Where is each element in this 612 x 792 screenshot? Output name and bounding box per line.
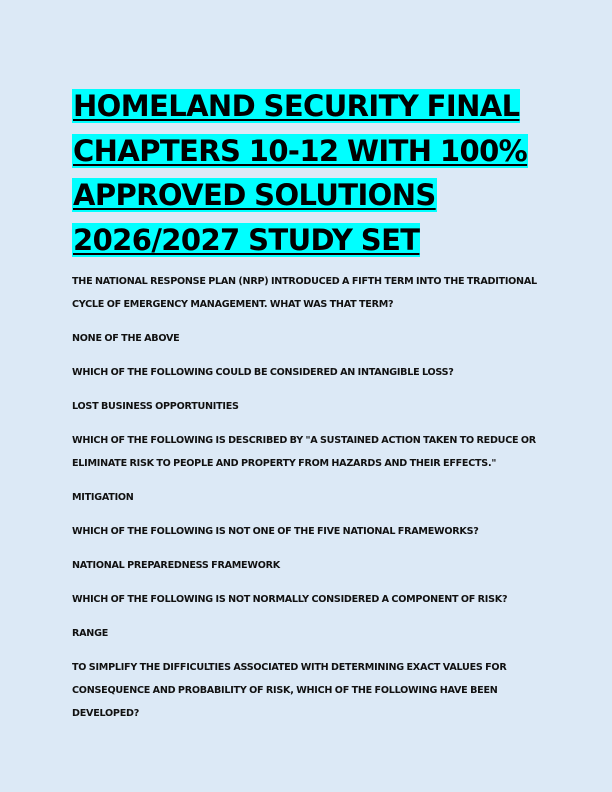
answer: RANGE — [72, 628, 109, 639]
question: WHICH OF THE FOLLOWING IS NOT ONE OF THE FIVE NATIONAL FRAMEWORKS? — [72, 526, 479, 537]
question: TO SIMPLIFY THE DIFFICULTIES ASSOCIATED WITH DETERMINING EXACT VALUES FOR CONSEQUENCE AND PROBABILITY OF RISK, WHICH OF THE FOLLOWING HAVE BEEN DEVELOPED? — [72, 662, 507, 719]
answer: NONE OF THE ABOVE — [72, 333, 180, 344]
title-line: CHAPTERS 10-12 WITH 100% — [73, 133, 528, 168]
answer: LOST BUSINESS OPPORTUNITIES — [72, 401, 239, 412]
document-page — [72, 84, 542, 725]
qa-list — [72, 270, 542, 725]
title-line: APPROVED SOLUTIONS — [73, 178, 436, 212]
question: THE NATIONAL RESPONSE PLAN (NRP) INTRODUCED A FIFTH TERM INTO THE TRADITIONAL CYCLE OF EMERGENCY MANAGEMENT. WHAT WAS THAT TERM? — [72, 276, 537, 310]
question: WHICH OF THE FOLLOWING COULD BE CONSIDERED AN INTANGIBLE LOSS? — [72, 367, 454, 378]
title-line: 2026/2027 STUDY SET — [73, 222, 420, 257]
title-line: HOMELAND SECURITY FINAL — [73, 89, 520, 123]
question: WHICH OF THE FOLLOWING IS NOT NORMALLY CONSIDERED A COMPONENT OF RISK? — [72, 594, 508, 605]
document-title — [72, 84, 542, 262]
question: WHICH OF THE FOLLOWING IS DESCRIBED BY "A SUSTAINED ACTION TAKEN TO REDUCE OR ELIMINATE RISK TO PEOPLE AND PROPERTY FROM HAZARDS AND THEIR EFFECTS." — [72, 435, 536, 469]
answer: MITIGATION — [72, 492, 134, 503]
answer: NATIONAL PREPAREDNESS FRAMEWORK — [72, 560, 280, 571]
